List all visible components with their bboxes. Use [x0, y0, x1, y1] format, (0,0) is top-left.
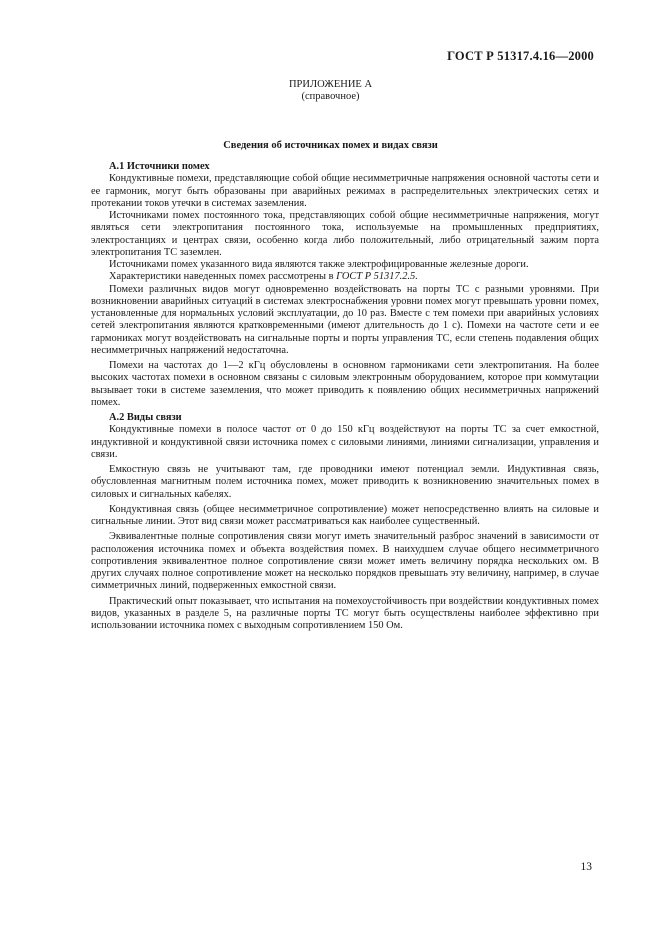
- annex-label: ПРИЛОЖЕНИЕ А: [288, 79, 373, 90]
- annex-title: Сведения об источниках помех и видах связи: [223, 140, 438, 151]
- paragraph: [91, 271, 599, 283]
- page-number: 13: [580, 861, 592, 873]
- annex-note: (справочное): [301, 91, 360, 102]
- paragraph: Практический опыт показывает, что испытания на помехоустойчивость при воздействии кондуктивных помех видов, указанных в разделе 5, на различные порты ТС могут быть осуществлены наиболее эффективно при использовании источника помех с выходным сопротивлением 150 Ом.: [91, 595, 599, 631]
- paragraph: Емкостную связь не учитывают там, где проводники имеют потенциал земли. Индуктивная связь, обусловленная магнитным полем источника помех, может приводить к возникновению значительных помех в силовых и сигнальных кабелях.: [91, 464, 599, 500]
- paragraph: Источниками помех постоянного тока, представляющих собой общие несимметричные напряжения, могут являться сети электропитания постоянного тока, используемые на промышленных предприятиях, электростанциях и центрах связи, особенно когда либо положительный, либо отрицательный зажим порта электропитания ТС заземлен.: [91, 210, 599, 258]
- standard-number: ГОСТ Р 51317.4.16—2000: [447, 49, 594, 63]
- reference-text: Характеристики наведенных помех рассмотрены в: [109, 271, 337, 283]
- paragraph: Эквивалентные полные сопротивления связи могут иметь значительный разброс значений в зависимости от расположения источника помех и объекта воздействия помех. В наихудшем случае общего несимметричного сопротивления эквивалентное полное сопротивление связи может иметь величину порядка нескольких ом. В других случаях полное сопротивление может на несколько порядков превышать эту величину, например, в случае симметричных линий, подверженных емкостной связи.: [91, 531, 599, 592]
- section-heading: А.1 Источники помех: [109, 161, 210, 172]
- paragraph: Кондуктивные помехи в полосе частот от 0 до 150 кГц воздействуют на порты ТС за счет емкостной, индуктивной и кондуктивной связи источника помех с силовыми линиями, линиями сигнализации, управления и связи.: [91, 424, 599, 460]
- paragraph: Помехи на частотах до 1—2 кГц обусловлены в основном гармониками сети электропитания. На более высоких частотах помехи в основном связаны с силовым электронным оборудованием, которое при коммутации вызывает токи в системе заземления, что может приводить к появлению общих несимметричных напряжений помех.: [91, 360, 599, 408]
- annex-heading: [0, 79, 661, 103]
- document-body: [91, 161, 599, 632]
- section-heading: А.2 Виды связи: [109, 412, 182, 423]
- paragraph: Источниками помех указанного вида являются также электрофицированные железные дороги.: [109, 259, 529, 270]
- paragraph: Кондуктивная связь (общее несимметричное сопротивление) может непосредственно влиять на силовые и сигнальные линии. Этот вид связи может рассматриваться как наиболее существенный.: [91, 503, 599, 527]
- paragraph: Кондуктивные помехи, представляющие собой общие несимметричные напряжения основной частоты сети и ее гармоник, могут быть образованы при аварийных режимах в распределительных электрических сетях и протекании токов утечки в системах заземления.: [91, 173, 599, 209]
- standard-reference: ГОСТ Р 51317.2.5.: [336, 271, 418, 283]
- paragraph: Помехи различных видов могут одновременно воздействовать на порты ТС с разными уровнями. При возникновении аварийных ситуаций в системах электроснабжения уровни помех могут превышать уровни помех, установленные для нормальных условий эксплуатации, до 10 раз. Вместе с тем помехи при аварийных условиях сетей электропитания являются кратковременными (имеют длительность до 1 с). Помехи на частоте сети и ее гармониках могут воздействовать на сигнальные порты и порты управления ТС, если степень подавления общих несимметричных напряжений недостаточна.: [91, 283, 599, 356]
